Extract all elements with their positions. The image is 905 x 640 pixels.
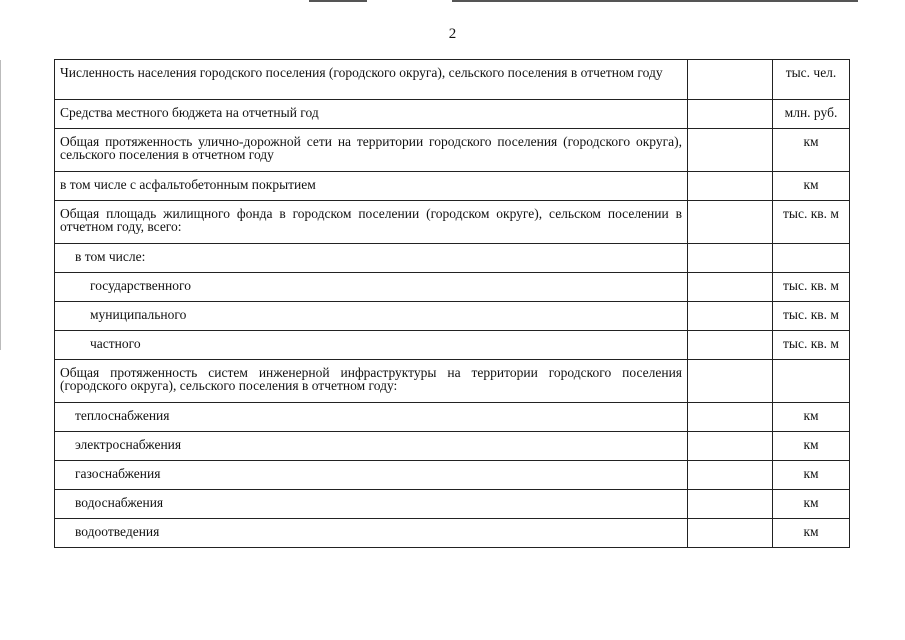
row-label: водоснабжения (55, 490, 688, 519)
page-number: 2 (448, 26, 457, 42)
value-cell[interactable] (688, 331, 773, 360)
table-row (55, 100, 850, 129)
table-row (55, 201, 850, 244)
unit-cell: км (773, 490, 850, 519)
table-row (55, 432, 850, 461)
row-label: электроснабжения (55, 432, 688, 461)
unit-cell: тыс. чел. (773, 60, 850, 100)
value-cell[interactable] (688, 273, 773, 302)
row-label: Общая площадь жилищного фонда в городском поселении (городском округе), сельском поселении в отчетном году, всего: (55, 201, 688, 244)
unit-cell: км (773, 172, 850, 201)
row-label: Численность населения городского поселения (городского округа), сельского поселения в отчетном году (55, 60, 688, 100)
unit-cell: км (773, 461, 850, 490)
row-label: Общая протяженность улично-дорожной сети на территории городского поселения (городского округа), сельского поселения в отчетном году (55, 129, 688, 172)
table-row (55, 490, 850, 519)
row-label: частного (55, 331, 688, 360)
value-cell[interactable] (688, 360, 773, 403)
table-row (55, 331, 850, 360)
value-cell[interactable] (688, 519, 773, 548)
value-cell[interactable] (688, 432, 773, 461)
value-cell[interactable] (688, 201, 773, 244)
unit-cell: тыс. кв. м (773, 201, 850, 244)
unit-cell: тыс. кв. м (773, 302, 850, 331)
value-cell[interactable] (688, 403, 773, 432)
top-rule-right (452, 0, 858, 2)
row-label: Общая протяженность систем инженерной инфраструктуры на территории городского поселения (городского округа), сельского поселения в отчетном году: (55, 360, 688, 403)
table-row (55, 129, 850, 172)
table-row (55, 244, 850, 273)
row-label: в том числе: (55, 244, 688, 273)
table-row (55, 172, 850, 201)
table-row (55, 302, 850, 331)
unit-cell: км (773, 403, 850, 432)
scan-edge-mark (0, 60, 1, 350)
unit-cell: км (773, 129, 850, 172)
row-label: муниципального (55, 302, 688, 331)
table-row (55, 60, 850, 100)
unit-cell: млн. руб. (773, 100, 850, 129)
table-row (55, 519, 850, 548)
value-cell[interactable] (688, 302, 773, 331)
value-cell[interactable] (688, 172, 773, 201)
row-label: газоснабжения (55, 461, 688, 490)
table-row (55, 403, 850, 432)
row-label: водоотведения (55, 519, 688, 548)
unit-cell (773, 360, 850, 403)
value-cell[interactable] (688, 100, 773, 129)
table-row (55, 360, 850, 403)
unit-cell: тыс. кв. м (773, 273, 850, 302)
row-label: государственного (55, 273, 688, 302)
value-cell[interactable] (688, 461, 773, 490)
indicators-table (54, 59, 850, 548)
unit-cell: км (773, 432, 850, 461)
row-label: теплоснабжения (55, 403, 688, 432)
top-rule-left (309, 0, 367, 2)
unit-cell: км (773, 519, 850, 548)
unit-cell: тыс. кв. м (773, 331, 850, 360)
table-row (55, 273, 850, 302)
value-cell[interactable] (688, 244, 773, 273)
row-label: Средства местного бюджета на отчетный год (55, 100, 688, 129)
value-cell[interactable] (688, 60, 773, 100)
row-label: в том числе с асфальтобетонным покрытием (55, 172, 688, 201)
unit-cell (773, 244, 850, 273)
value-cell[interactable] (688, 490, 773, 519)
value-cell[interactable] (688, 129, 773, 172)
table-row (55, 461, 850, 490)
